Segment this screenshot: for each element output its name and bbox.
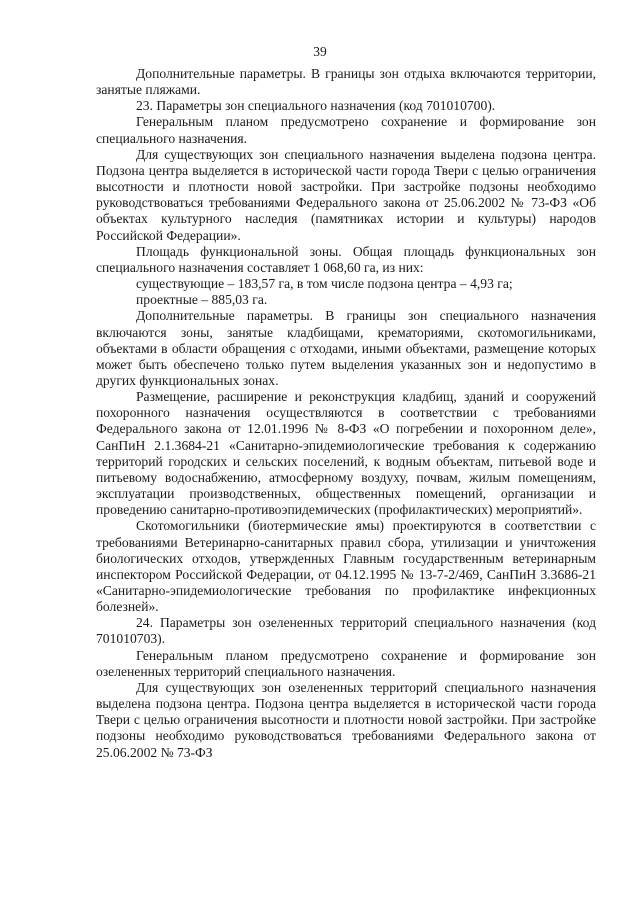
document-body [96,66,596,761]
paragraph-recreation-zone-extra-params: Дополнительные параметры. В границы зон отдыха включаются территории, занятые пляжами. [96,66,596,98]
paragraph-zone-area: Площадь функциональной зоны. Общая площадь функциональных зон специального назначения составляет 1 068,60 га, из них: [96,243,596,275]
paragraph-cemetery-placement: Размещение, расширение и реконструкция кладбищ, зданий и сооружений похоронного назначения осуществляются в соответствии с требованиями Федерального закона от 12.01.1996 № 8-ФЗ «О погребении и похоронном деле», СанПиН 2.1.3684-21 «Санитарно-эпидемиологические требования к содержанию территорий городских и сельских поселений, к водным объектам, питьевой воде и питьевому водоснабжению, атмосферному воздуху, почвам, жилым помещениям, эксплуатации производственных, общественных помещений, организации и проведению санитарно-противоэпидемических (профилактических) мероприятий». [96,389,596,518]
list-item-projected-area: проектные – 885,03 га. [136,292,268,308]
heading-special-green-zones: 24. Параметры зон озелененных территорий специального назначения (код 701010703). [96,615,596,647]
paragraph-special-zones-extra-params: Дополнительные параметры. В границы зон специального назначения включаются зоны, занятые кладбищами, крематориями, скотомогильниками, объектами в области обращения с отходами, иными объектами, размещение которых может быть обеспечено только путем выделения указанных зон и недопустимо в других функциональных зонах. [96,308,596,388]
list-item-existing-area: существующие – 183,57 га, в том числе подзона центра – 4,93 га; [136,276,513,292]
paragraph-general-plan-green-zones: Генеральным планом предусмотрено сохранение и формирование зон озелененных территорий специального назначения. [96,647,596,679]
paragraph-green-center-subzone: Для существующих зон озелененных территорий специального назначения выделена подзона центра. Подзона центра выделяется в исторической части города Твери с целью ограничения высотности и плотности новой застройки. При застройке подзоны необходимо руководствоваться требованиями Федерального закона от 25.06.2002 № 73-ФЗ [96,679,596,760]
paragraph-cattle-burial-grounds: Скотомогильники (биотермические ямы) проектируются в соответствии с требованиями Ветеринарно-санитарных правил сбора, утилизации и уничтожения биологических отходов, утвержденных Главным государственным ветеринарным инспектором Российской Федерации, от 04.12.1995 № 13-7-2/469, СанПиН 3.3686-21 «Санитарно-эпидемиологические требования по профилактике инфекционных болезней». [96,518,596,615]
heading-special-purpose-zones: 23. Параметры зон специального назначения (код 701010700). [136,98,496,114]
page-number: 39 [313,44,327,59]
paragraph-center-subzone: Для существующих зон специального назначения выделена подзона центра. Подзона центра выделяется в исторической части города Твери с целью ограничения высотности и плотности новой застройки. При застройке подзоны необходимо руководствоваться требованиями Федерального закона от 25.06.2002 № 73-ФЗ «Об объектах культурного наследия (памятниках истории и культуры) народов Российской Федерации». [96,146,596,243]
paragraph-general-plan-special-zones: Генеральным планом предусмотрено сохранение и формирование зон специального назначения. [96,114,596,146]
